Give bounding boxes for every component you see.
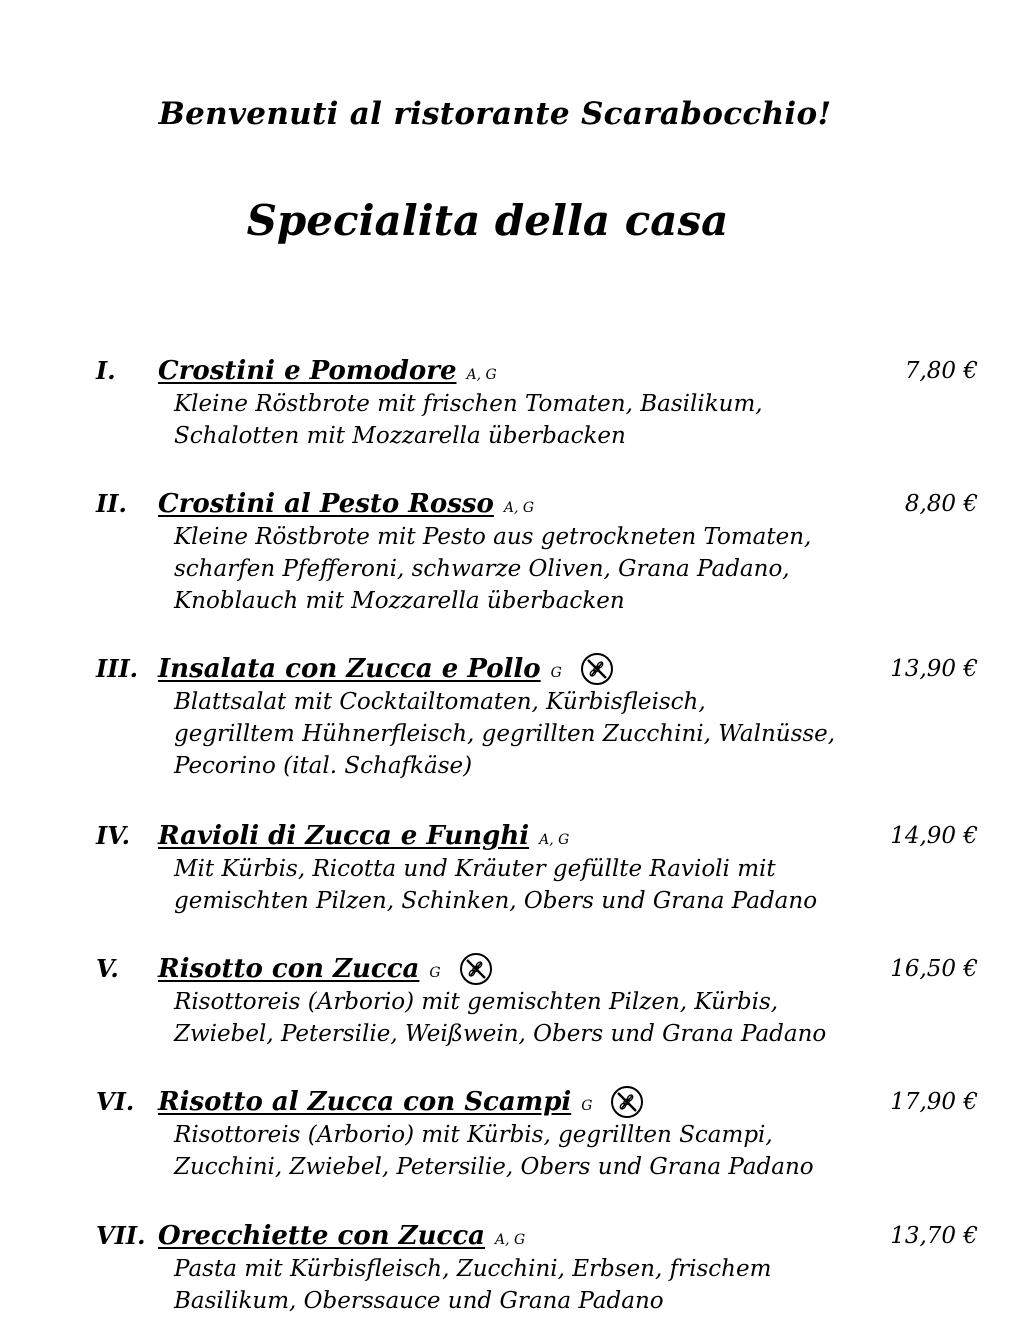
item-name: Crostini al Pesto Rosso bbox=[158, 489, 494, 519]
item-description bbox=[174, 686, 934, 782]
item-name-line bbox=[158, 1085, 644, 1119]
description-line: Pasta mit Kürbisfleisch, Zucchini, Erbsen, frischem bbox=[174, 1256, 772, 1282]
no-gluten-wheat-icon bbox=[459, 952, 493, 986]
description-line: Kleine Röstbrote mit Pesto aus getrockneten Tomaten, bbox=[174, 524, 812, 550]
description-line: Kleine Röstbrote mit frischen Tomaten, Basilikum, bbox=[174, 391, 763, 417]
item-allergens: G bbox=[429, 965, 441, 981]
item-allergens: A, G bbox=[503, 500, 535, 516]
item-description bbox=[174, 521, 934, 617]
item-numeral: III. bbox=[96, 654, 139, 683]
item-price: 7,80 € bbox=[904, 358, 978, 384]
item-allergens: G bbox=[550, 665, 562, 681]
welcome-heading: Benvenuti al ristorante Scarabocchio! bbox=[158, 96, 832, 132]
no-gluten-wheat-icon bbox=[580, 652, 614, 686]
item-name-line bbox=[158, 354, 497, 388]
item-allergens: A, G bbox=[495, 1232, 526, 1248]
description-line: scharfen Pfefferoni, schwarze Oliven, Grana Padano, bbox=[174, 556, 790, 582]
item-description bbox=[174, 853, 934, 917]
description-line: Knoblauch mit Mozzarella überbacken bbox=[174, 588, 625, 614]
item-description bbox=[174, 986, 934, 1050]
item-numeral: VI. bbox=[96, 1087, 135, 1116]
item-name: Orecchiette con Zucca bbox=[158, 1221, 486, 1251]
item-price: 17,90 € bbox=[890, 1089, 978, 1115]
item-price: 16,50 € bbox=[890, 956, 978, 982]
description-line: Schalotten mit Mozzarella überbacken bbox=[174, 423, 626, 449]
item-description bbox=[174, 1119, 934, 1183]
item-numeral: V. bbox=[96, 954, 119, 983]
item-price: 13,70 € bbox=[890, 1223, 978, 1249]
item-name: Crostini e Pomodore bbox=[158, 356, 457, 386]
description-line: Blattsalat mit Cocktailtomaten, Kürbisfleisch, bbox=[174, 689, 706, 715]
item-name: Insalata con Zucca e Pollo bbox=[158, 654, 541, 684]
item-name-line bbox=[158, 652, 614, 686]
section-title: Specialita della casa bbox=[246, 196, 729, 245]
description-line: Risottoreis (Arborio) mit gemischten Pilzen, Kürbis, bbox=[174, 989, 779, 1015]
description-line: Mit Kürbis, Ricotta und Kräuter gefüllte Ravioli mit bbox=[174, 856, 776, 882]
item-description bbox=[174, 388, 934, 452]
description-line: gemischten Pilzen, Schinken, Obers und Grana Padano bbox=[174, 888, 818, 914]
item-allergens: A, G bbox=[539, 832, 570, 848]
no-gluten-wheat-icon bbox=[610, 1085, 644, 1119]
description-line: Basilikum, Oberssauce und Grana Padano bbox=[174, 1288, 664, 1314]
item-name: Risotto al Zucca con Scampi bbox=[158, 1087, 572, 1117]
description-line: Zwiebel, Petersilie, Weißwein, Obers und Grana Padano bbox=[174, 1021, 827, 1047]
description-line: Zucchini, Zwiebel, Petersilie, Obers und Grana Padano bbox=[174, 1154, 814, 1180]
item-name-line bbox=[158, 487, 534, 521]
item-name-line bbox=[158, 819, 569, 853]
description-line: gegrilltem Hühnerfleisch, gegrillten Zucchini, Walnüsse, bbox=[174, 721, 836, 747]
item-numeral: VII. bbox=[96, 1221, 146, 1250]
item-allergens: G bbox=[581, 1098, 593, 1114]
item-allergens: A, G bbox=[466, 367, 497, 383]
item-price: 8,80 € bbox=[904, 491, 978, 517]
item-name: Ravioli di Zucca e Funghi bbox=[158, 821, 530, 851]
item-name-line bbox=[158, 1219, 525, 1253]
item-numeral: IV. bbox=[96, 821, 131, 850]
item-name-line bbox=[158, 952, 493, 986]
item-numeral: I. bbox=[96, 356, 116, 385]
item-numeral: II. bbox=[96, 489, 127, 518]
item-price: 13,90 € bbox=[890, 656, 978, 682]
item-price: 14,90 € bbox=[890, 823, 978, 849]
item-description bbox=[174, 1253, 934, 1317]
description-line: Pecorino (ital. Schafkäse) bbox=[174, 753, 473, 779]
description-line: Risottoreis (Arborio) mit Kürbis, gegrillten Scampi, bbox=[174, 1122, 773, 1148]
item-name: Risotto con Zucca bbox=[158, 954, 420, 984]
